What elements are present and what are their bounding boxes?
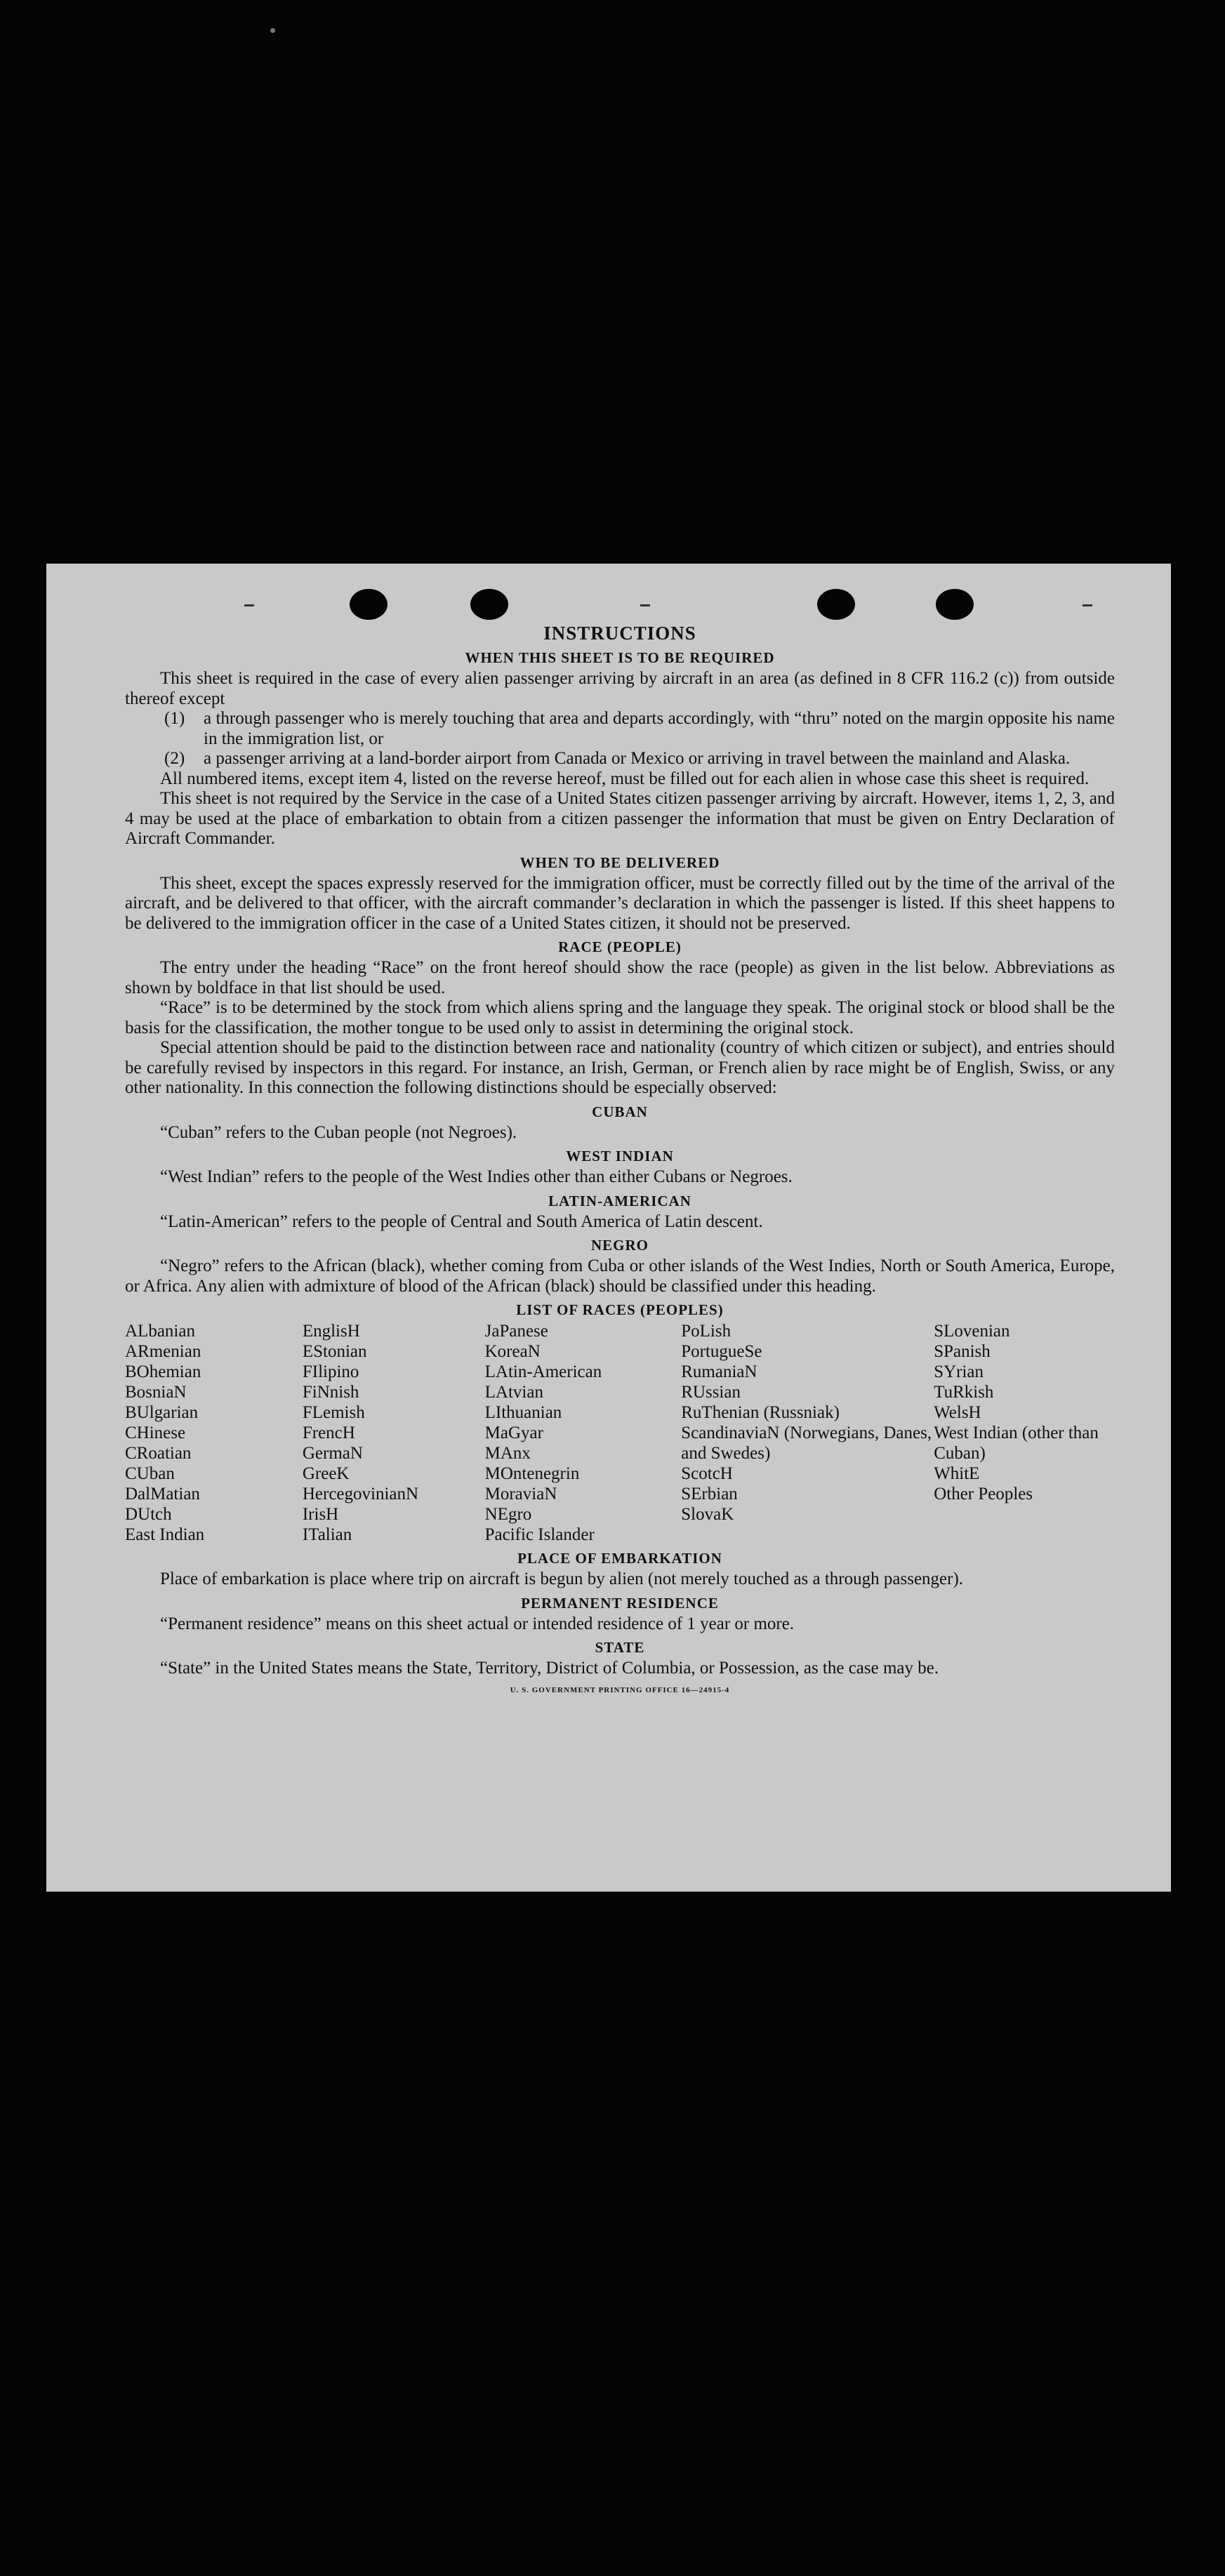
race-entry: HercegovinianN bbox=[302, 1485, 419, 1503]
race-entry: FIlipino bbox=[302, 1362, 359, 1381]
punch-hole bbox=[350, 589, 388, 620]
exception-text: a passenger arriving at a land-border airport from Canada or Mexico or arriving in travel between the mainland and Alaska. bbox=[204, 749, 1071, 768]
when-delivered-paragraph: This sheet, except the spaces expressly reserved for the immigration officer, must be correctly filled out by the time of the arrival of the aircraft, and be delivered to that officer, with the aircraft commander’s declaration in which the passenger is listed. If this sheet happens to be delivered to the immigration officer in the case of a United States citizen, it should not be preserved. bbox=[125, 873, 1115, 933]
west-indian-heading: WEST INDIAN bbox=[566, 1148, 674, 1164]
race-entry: PoLish bbox=[681, 1322, 731, 1341]
race-entry: ScandinaviaN (Norwegians, Danes, and Swedes) bbox=[681, 1423, 932, 1463]
state-paragraph: “State” in the United States means the State, Territory, District of Columbia, or Possession, as the case may be. bbox=[160, 1659, 939, 1678]
race-entry: MAnx bbox=[484, 1444, 531, 1463]
negro-heading: NEGRO bbox=[590, 1237, 649, 1254]
margin-mark bbox=[640, 604, 650, 606]
race-entry: TuRkish bbox=[934, 1383, 994, 1402]
race-entry: SlovaK bbox=[681, 1505, 734, 1524]
latin-american-heading: LATIN-AMERICAN bbox=[548, 1192, 691, 1209]
race-entry: MoraviaN bbox=[484, 1485, 557, 1503]
exception-item-1 bbox=[125, 709, 1115, 749]
punch-hole bbox=[936, 589, 974, 620]
race-entry: SErbian bbox=[681, 1485, 738, 1503]
race-entry: FiNnish bbox=[302, 1383, 359, 1402]
race-entry: DUtch bbox=[125, 1505, 172, 1524]
punch-hole bbox=[470, 589, 508, 620]
race-entry: Other Peoples bbox=[934, 1485, 1033, 1503]
exception-number: (1) bbox=[164, 709, 185, 728]
when-delivered-heading: WHEN TO BE DELIVERED bbox=[519, 854, 720, 871]
list-of-races-heading: LIST OF RACES (PEOPLES) bbox=[516, 1301, 724, 1318]
instruction-sheet bbox=[46, 564, 1171, 1892]
race-entry: RuThenian (Russniak) bbox=[681, 1403, 840, 1422]
races-column-4 bbox=[681, 1321, 934, 1545]
scan-speck bbox=[270, 28, 275, 33]
race-entry: WelsH bbox=[934, 1403, 981, 1422]
punch-hole bbox=[817, 589, 855, 620]
race-entry: PortugueSe bbox=[681, 1342, 762, 1361]
race-entry: GreeK bbox=[302, 1464, 350, 1483]
races-column-2 bbox=[303, 1321, 485, 1545]
embarkation-heading: PLACE OF EMBARKATION bbox=[517, 1550, 722, 1567]
negro-paragraph: “Negro” refers to the African (black), whether coming from Cuba or other islands of the West Indies, North or South America, Europe, or Africa. Any alien with admixture of blood of the African (black) should be classified under this heading. bbox=[125, 1256, 1115, 1296]
race-entry: MaGyar bbox=[484, 1423, 543, 1442]
instructions-title: INSTRUCTIONS bbox=[543, 623, 696, 644]
race-entry: SPanish bbox=[934, 1342, 991, 1361]
race-entry: MOntenegrin bbox=[484, 1464, 580, 1483]
margin-mark bbox=[1082, 604, 1092, 606]
race-entry: ARmenian bbox=[125, 1342, 201, 1361]
residence-paragraph: “Permanent residence” means on this sheet actual or intended residence of 1 year or more. bbox=[160, 1614, 795, 1633]
race-entry: KoreaN bbox=[484, 1342, 541, 1361]
race-entry: ALbanian bbox=[125, 1322, 195, 1341]
cuban-heading: CUBAN bbox=[592, 1103, 648, 1120]
state-heading: STATE bbox=[595, 1639, 645, 1656]
race-entry: West Indian (other than Cuban) bbox=[934, 1423, 1099, 1463]
race-entry: SYrian bbox=[934, 1362, 984, 1381]
race-entry: EnglisH bbox=[302, 1322, 360, 1341]
race-entry: LAtvian bbox=[484, 1383, 543, 1402]
exception-item-2 bbox=[125, 749, 1115, 769]
citizen-paragraph: This sheet is not required by the Service in the case of a United States citizen passenger arriving by aircraft. However, items 1, 2, 3, and 4 may be used at the place of embarkation to obtain from a citizen passenger the information that must be given on Entry Declaration of Aircraft Commander. bbox=[125, 789, 1115, 848]
race-entry: JaPanese bbox=[484, 1322, 548, 1341]
races-column-3 bbox=[485, 1321, 682, 1545]
races-column-1 bbox=[125, 1321, 303, 1545]
races-column-5 bbox=[934, 1321, 1115, 1545]
race-entry: IrisH bbox=[302, 1505, 339, 1524]
race-heading: RACE (PEOPLE) bbox=[558, 938, 682, 955]
race-paragraph-3: Special attention should be paid to the distinction between race and nationality (country of which citizen or subject), and entries should be carefully revised by inspectors in this regard. For instance, an Irish, German, or French alien by race might be of English, Swiss, or any other nationality. In this connection the following distinctions should be especially observed: bbox=[125, 1038, 1115, 1097]
when-required-paragraph: This sheet is required in the case of every alien passenger arriving by aircraft in an area (as defined in 8 CFR 116.2 (c)) from outside thereof except bbox=[125, 669, 1115, 708]
cuban-paragraph: “Cuban” refers to the Cuban people (not Negroes). bbox=[160, 1122, 517, 1142]
race-entry: BOhemian bbox=[125, 1362, 201, 1381]
race-entry: Pacific Islander bbox=[484, 1525, 595, 1544]
race-entry: CHinese bbox=[125, 1423, 186, 1442]
race-entry: East Indian bbox=[125, 1525, 205, 1544]
race-entry: EStonian bbox=[302, 1342, 367, 1361]
race-entry: DalMatian bbox=[125, 1485, 200, 1503]
race-entry: LIthuanian bbox=[484, 1403, 562, 1422]
race-entry: RUssian bbox=[681, 1383, 741, 1402]
race-entry: BUlgarian bbox=[125, 1403, 199, 1422]
race-paragraph-1: The entry under the heading “Race” on the front hereof should show the race (people) as given in the list below. Abbreviations as shown by boldface in that list should be used. bbox=[125, 958, 1115, 997]
exception-number: (2) bbox=[164, 749, 185, 768]
race-entry: WhitE bbox=[934, 1464, 980, 1483]
race-entry: FrencH bbox=[302, 1423, 355, 1442]
races-list bbox=[125, 1321, 1115, 1545]
embarkation-paragraph: Place of embarkation is place where trip on aircraft is begun by alien (not merely touched as a through passenger). bbox=[160, 1569, 964, 1588]
when-required-heading: WHEN THIS SHEET IS TO BE REQUIRED bbox=[465, 649, 775, 666]
exception-text: a through passenger who is merely touching that area and departs accordingly, with “thru” noted on the margin opposite his name in the immigration list, or bbox=[204, 709, 1115, 748]
race-entry: CRoatian bbox=[125, 1444, 192, 1463]
residence-heading: PERMANENT RESIDENCE bbox=[521, 1594, 719, 1612]
race-entry: RumaniaN bbox=[681, 1362, 757, 1381]
printing-office-imprint: U. S. GOVERNMENT PRINTING OFFICE 16—24915-4 bbox=[510, 1685, 730, 1694]
race-entry: ScotcH bbox=[681, 1464, 733, 1483]
race-entry: NEgro bbox=[484, 1505, 532, 1524]
race-entry: GermaN bbox=[302, 1444, 363, 1463]
race-entry: BosniaN bbox=[125, 1383, 187, 1402]
race-entry: ITalian bbox=[302, 1525, 352, 1544]
race-entry: CUban bbox=[125, 1464, 175, 1483]
margin-mark bbox=[244, 604, 254, 606]
west-indian-paragraph: “West Indian” refers to the people of the West Indies other than either Cubans or Negroes. bbox=[160, 1167, 793, 1186]
race-paragraph-2: “Race” is to be determined by the stock from which aliens spring and the language they speak. The original stock or blood shall be the basis for the classification, the mother tongue to be used only to assist in determining the original stock. bbox=[125, 998, 1115, 1037]
race-entry: FLemish bbox=[302, 1403, 365, 1422]
race-entry: LAtin-American bbox=[484, 1362, 602, 1381]
race-entry: SLovenian bbox=[934, 1322, 1010, 1341]
latin-american-paragraph: “Latin-American” refers to the people of Central and South America of Latin descent. bbox=[160, 1211, 763, 1231]
numbered-items-paragraph: All numbered items, except item 4, listed on the reverse hereof, must be filled out for each alien in whose case this sheet is required. bbox=[160, 769, 1090, 788]
